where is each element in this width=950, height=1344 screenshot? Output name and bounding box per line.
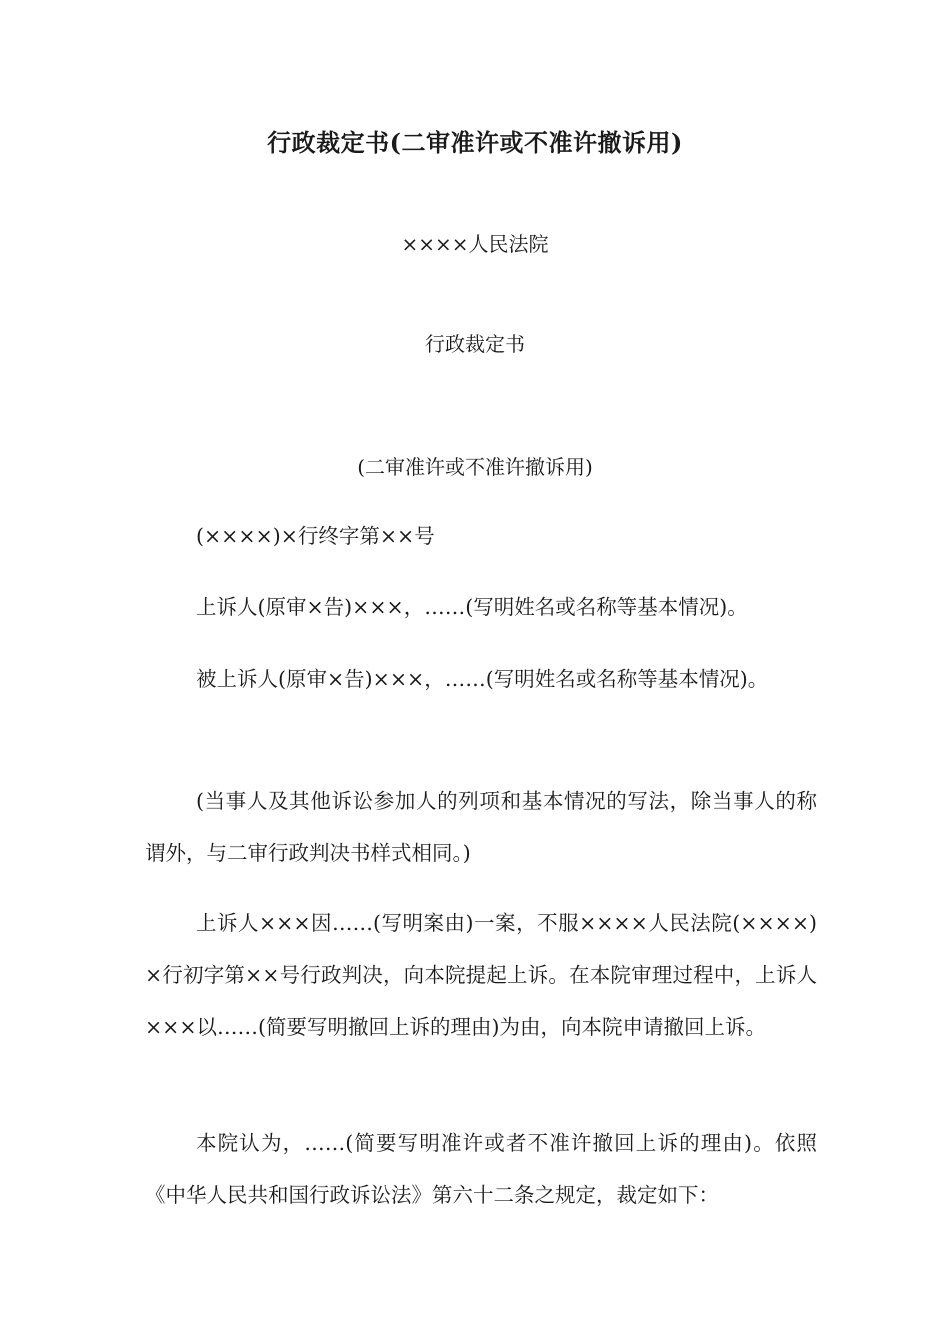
court-view-paragraph: 本院认为，……(简要写明准许或者不准许撤回上诉的理由)。依照《中华人民共和国行政诉讼法》第六十二条之规定，裁定如下：	[145, 1131, 817, 1207]
document-title: 行政裁定书(二审准许或不准许撤诉用)	[267, 128, 683, 157]
court-name: ××××人民法院	[401, 232, 549, 256]
case-number: (××××)×行终字第××号	[196, 524, 435, 548]
appellee-paragraph: 被上诉人(原审×告)×××，……(写明姓名或名称等基本情况)。	[196, 667, 769, 691]
parties-note-paragraph: (当事人及其他诉讼参加人的列项和基本情况的写法，除当事人的称谓外，与二审行政判决书样式相同。)	[145, 789, 817, 865]
usage-note: (二审准许或不准许撤诉用)	[357, 455, 593, 479]
ruling-title: 行政裁定书	[425, 332, 525, 356]
appellant-paragraph: 上诉人(原审×告)×××，……(写明姓名或名称等基本情况)。	[196, 595, 748, 619]
facts-paragraph: 上诉人×××因……(写明案由)一案，不服××××人民法院(××××)×行初字第××号行政判决，向本院提起上诉。在本院审理过程中，上诉人×××以……(简要写明撤回上诉的理由)为由，向本院申请撤回上诉。	[145, 911, 817, 1039]
